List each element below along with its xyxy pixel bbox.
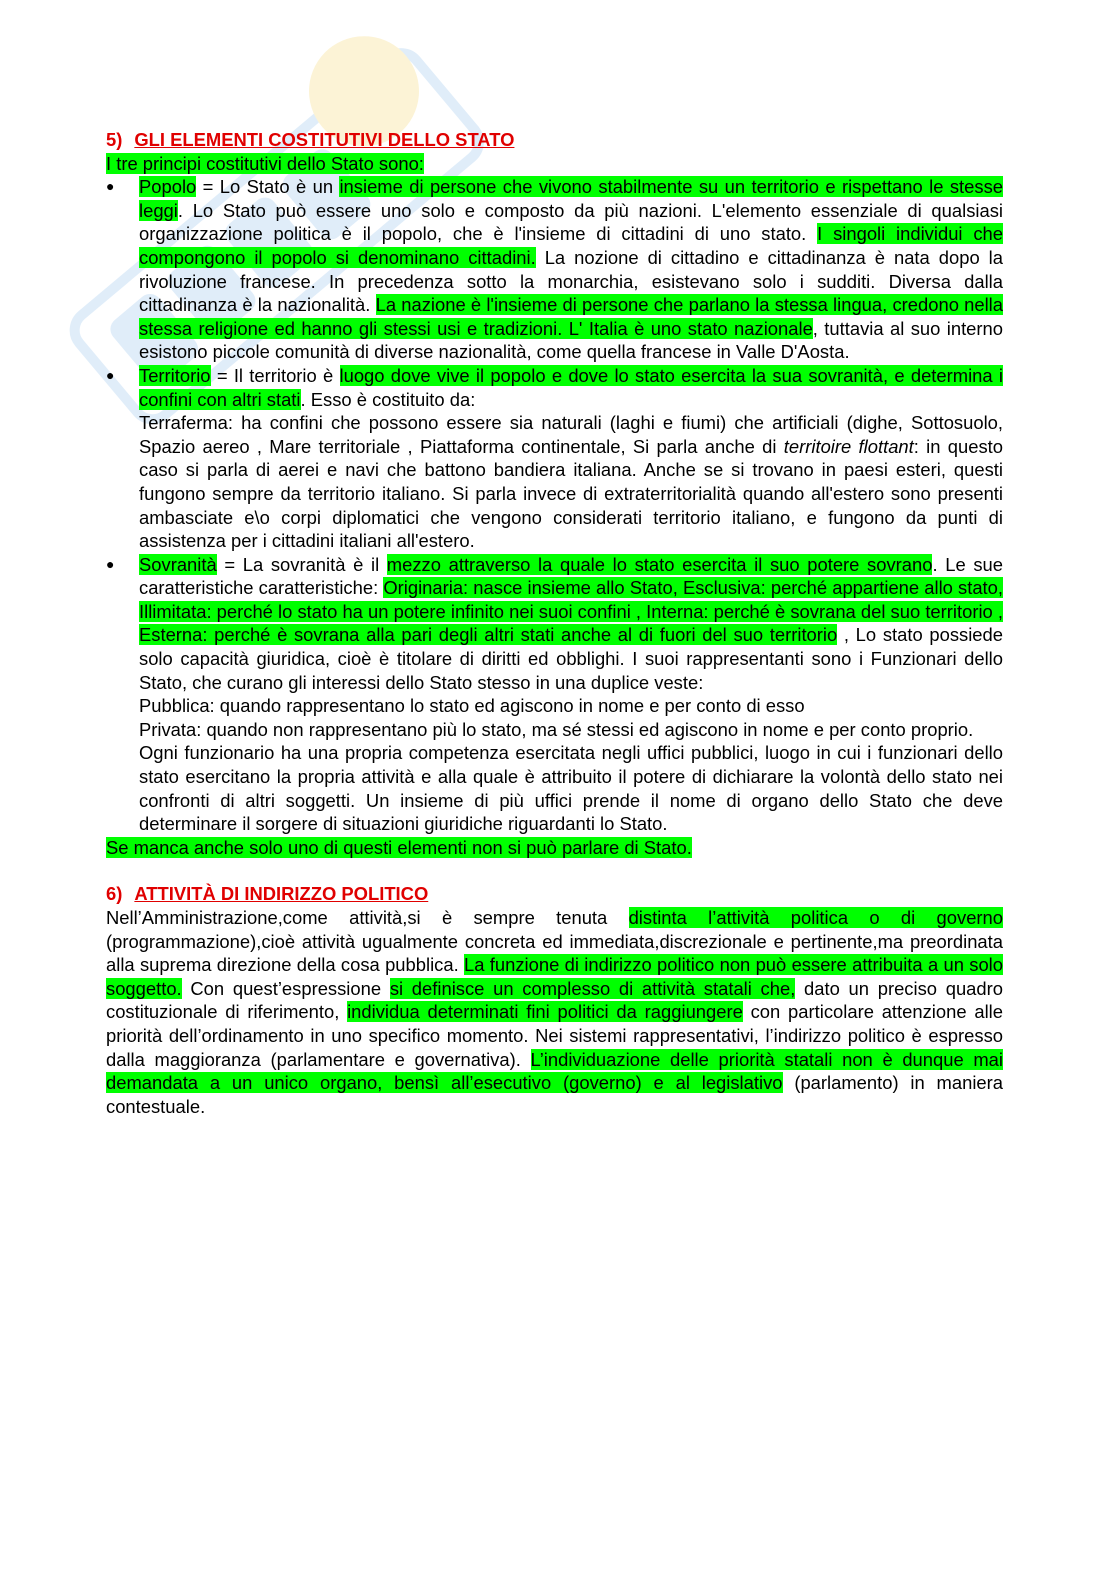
text: , tuttavia al suo interno esistono piccole comunità di diverse nazionalità, come quella francese in Valle D'Aosta. bbox=[139, 317, 1003, 363]
text: La nozione di cittadino e cittadinanza è nata dopo la rivoluzione francese. In precedenza sotto la monarchia, esistevano solo i sudditi. Diversa dalla cittadinanza è la nazionalità. bbox=[139, 246, 1003, 316]
section-5-heading bbox=[106, 128, 1003, 152]
section-5-closing bbox=[106, 836, 1003, 860]
text: . Esso è costituito da: bbox=[300, 388, 476, 410]
emphasis: territoire flottant bbox=[783, 435, 914, 457]
list-item-territorio bbox=[106, 364, 1003, 553]
section-5-number: 5) bbox=[106, 129, 123, 150]
highlight: insieme di persone che vivono stabilmente su un territorio e rispettano le stesse leggi bbox=[139, 176, 1003, 221]
highlight: L’individuazione delle priorità statali non è dunque mai demandata a un unico organo, bensì all’esecutivo (governo) e al legislativo bbox=[106, 1048, 1003, 1094]
privata-line: Privata: quando non rappresentano più lo stato, ma sé stessi ed agiscono in nome e per conto proprio. bbox=[139, 718, 974, 740]
highlight: La funzione di indirizzo politico non può essere attribuita a un solo soggetto. bbox=[106, 954, 1003, 999]
territorio-composition bbox=[139, 411, 1003, 553]
text: = Il territorio è bbox=[210, 364, 340, 386]
highlight: I singoli individui che compongono il popolo si denominano cittadini. bbox=[139, 223, 1003, 268]
text: = La sovranità è il bbox=[216, 553, 387, 575]
text: . Le sue caratteristiche caratteristiche: bbox=[139, 553, 1003, 599]
bullet-icon: ● bbox=[106, 178, 115, 195]
highlight: Originaria: nasce insieme allo Stato, Esclusiva: perché appartiene allo stato, Illimitata: perché lo stato ha un potere infinito nei suoi confini , Interna: perché è sovrana del suo territorio , Esterna: perché è sovrana alla pari degli altri stati anche al di fuori del suo territorio bbox=[139, 577, 1004, 646]
text: con particolare attenzione alle priorità dell’ordinamento in uno specifico momento. Nei sistemi rappresentativi, l’indirizzo politico è espresso dalla maggioranza (parlamentare e governativa). bbox=[106, 1001, 1003, 1070]
term-sovranita: Sovranità bbox=[139, 553, 217, 575]
document-page bbox=[106, 128, 1003, 1118]
list-item-popolo bbox=[106, 175, 1003, 364]
text: dato un preciso quadro costituzionale di riferimento, bbox=[106, 977, 1003, 1023]
list-item-sovranita bbox=[106, 553, 1003, 836]
highlight: distinta l’attività politica o di governo bbox=[628, 907, 1003, 928]
section-6-paragraph bbox=[106, 906, 1003, 1118]
highlight: individua determinati fini politici da raggiungere bbox=[347, 1001, 743, 1023]
text: Nell’Amministrazione,come attività,si è sempre tenuta bbox=[106, 907, 629, 928]
text: Terraferma: ha confini che possono essere sia naturali (laghi e fiumi) che artificiali (dighe, Sottosuolo, Spazio aereo , Mare territoriale , Piattaforma continentale, Si parla anche di bbox=[139, 412, 1003, 457]
bullet-icon: ● bbox=[106, 366, 115, 383]
highlight: I tre principi costitutivi dello Stato sono: bbox=[106, 152, 424, 174]
highlight: si definisce un complesso di attività statali che, bbox=[389, 977, 796, 999]
highlight: luogo dove vive il popolo e dove lo stato esercita la sua sovranità, e determina i confini con altri stati bbox=[139, 364, 1003, 410]
term-popolo: Popolo bbox=[139, 176, 197, 198]
funzionario-paragraph: Ogni funzionario ha una propria competenza esercitata negli uffici pubblici, luogo in cui i funzionari dello stato esercitano la propria attività e alla quale è attribuito il potere di dichiarare la volontà dello stato nei confronti di altri soggetti. Un insieme di più uffici prende il nome di organo dello Stato che deve determinare il sorgere di situazioni giuridiche riguardanti lo Stato. bbox=[139, 742, 1003, 835]
section-6-title: ATTIVITÀ DI INDIRIZZO POLITICO bbox=[134, 883, 429, 905]
pubblica-line: Pubblica: quando rappresentano lo stato ed agiscono in nome e per conto di esso bbox=[139, 695, 805, 717]
section-5-intro bbox=[106, 152, 1003, 176]
text: (parlamento) in maniera contestuale. bbox=[106, 1072, 1003, 1117]
text: (programmazione),cioè attività ugualmente concreta ed immediata,discrezionale e pertinente,ma preordinata alla suprema direzione della cosa pubblica. bbox=[106, 930, 1003, 976]
text: , Lo stato possiede solo capacità giuridica, cioè è titolare di diritti ed obblighi. I suoi rappresentanti sono i Funzionari dello Stato, che curano gli interessi dello Stato stesso in una duplice veste: bbox=[139, 624, 1003, 693]
term-territorio: Territorio bbox=[139, 364, 211, 386]
section-6-number: 6) bbox=[106, 883, 123, 905]
text: . Lo Stato può essere uno solo e composto da più nazioni. L'elemento essenziale di qualsiasi organizzazione politica è il popolo, che è l'insieme di cittadini di uno stato. bbox=[139, 199, 1003, 245]
text: = Lo Stato è un bbox=[196, 176, 340, 198]
highlight: mezzo attraverso la quale lo stato esercita il suo potere sovrano bbox=[386, 553, 933, 575]
section-6-heading bbox=[106, 882, 1003, 906]
elements-list bbox=[106, 175, 1003, 836]
highlight: Se manca anche solo uno di questi elementi non si può parlare di Stato. bbox=[106, 836, 692, 858]
highlight: La nazione è l'insieme di persone che parlano la stessa lingua, credono nella stessa religione ed hanno gli stessi usi e tradizioni. L' Italia è uno stato nazionale bbox=[139, 294, 1003, 339]
section-5-title: GLI ELEMENTI COSTITUTIVI DELLO STATO bbox=[134, 129, 515, 150]
bullet-icon: ● bbox=[106, 555, 115, 572]
text: Con quest’espressione bbox=[181, 977, 390, 999]
text: : in questo caso si parla di aerei e navi che battono bandiera italiana. Anche se si trovano in paesi esteri, questi fungono sempre da territorio italiano. Si parla invece di extraterritorialità quando all'estero sono presenti ambasciate e\o corpi diplomatici che vengono considerati territorio italiano, e fungono da punti di assistenza per i cittadini italiani all'estero. bbox=[139, 435, 1004, 552]
spacer bbox=[106, 859, 1003, 882]
